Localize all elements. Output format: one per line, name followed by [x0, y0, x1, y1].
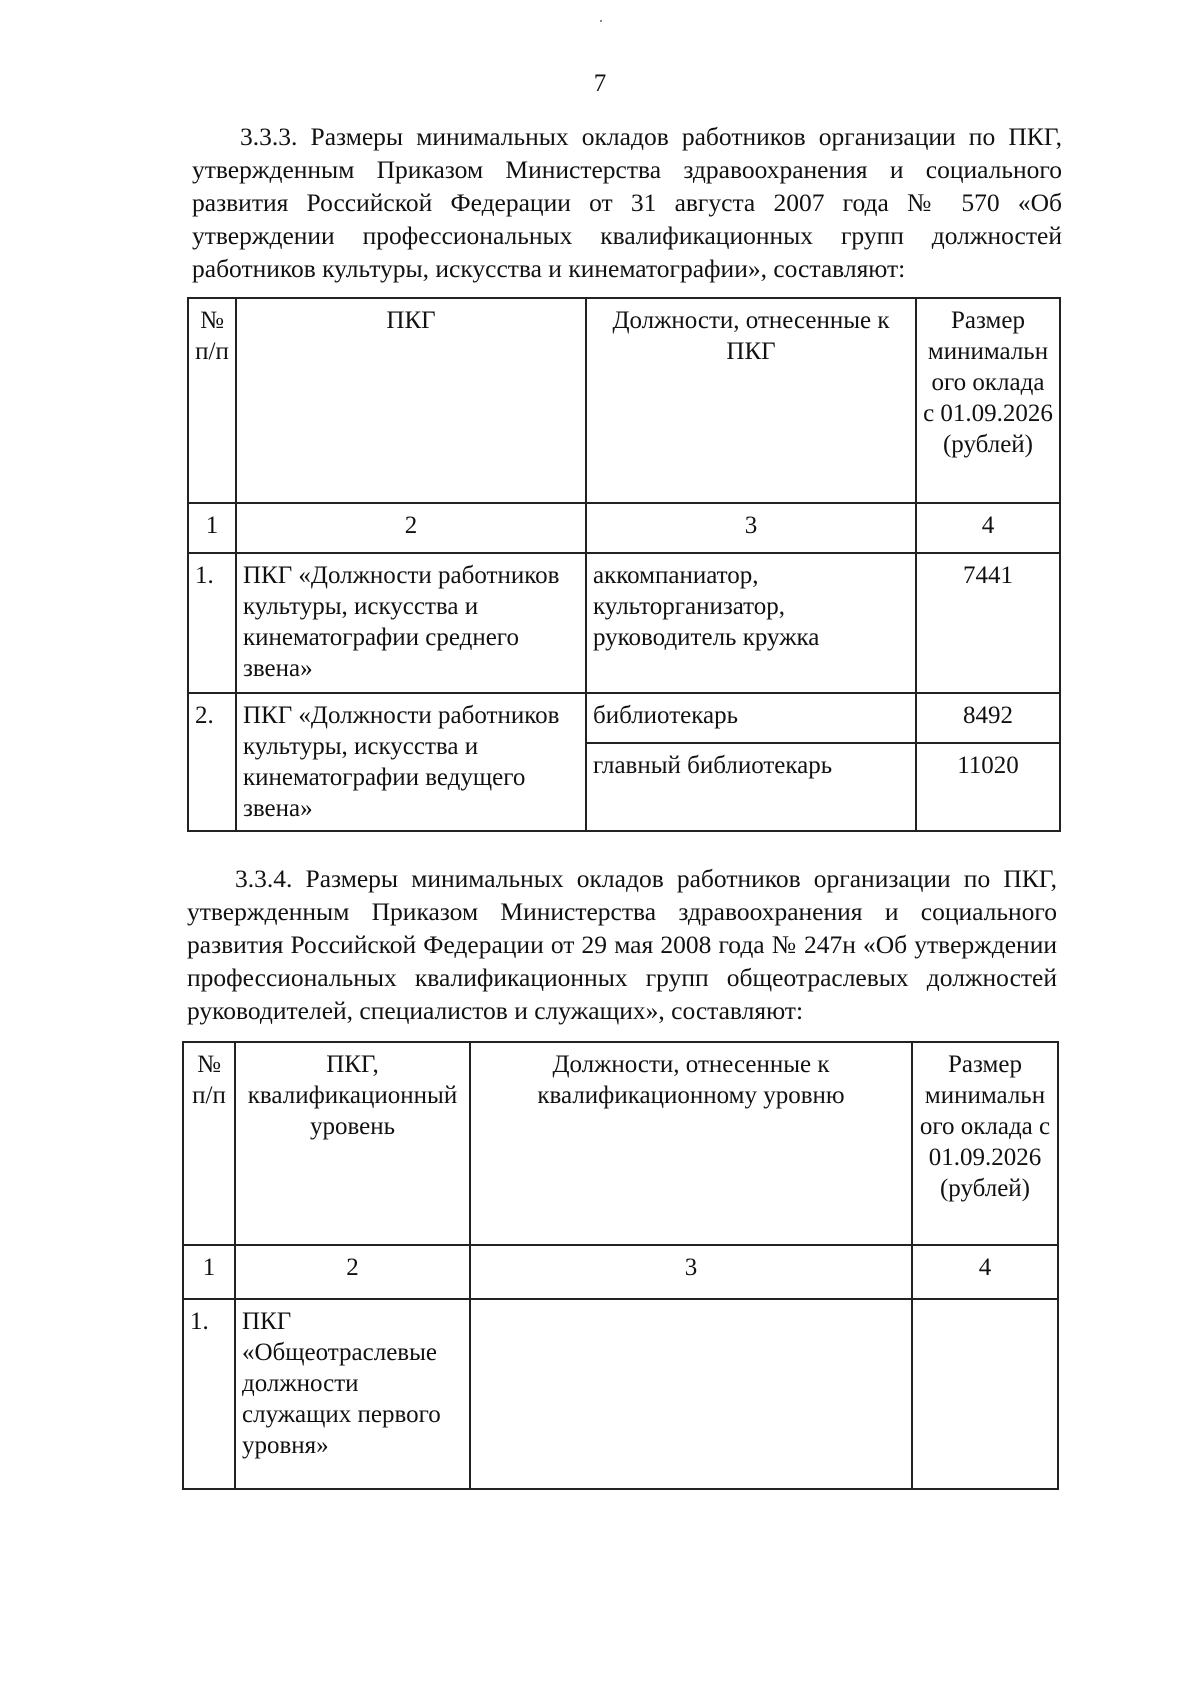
header-positions: Должности, отнесенные к квалификационному уровню [470, 1042, 912, 1245]
row-positions: аккомпаниатор, культорганизатор, руководитель кружка [586, 553, 916, 693]
row-salary: 11020 [916, 743, 1060, 831]
row-position: библиотекарь [586, 693, 916, 743]
column-number-row [183, 1245, 1058, 1299]
row-num: 1. [183, 1299, 235, 1489]
section-3-3-4-paragraph [187, 862, 1057, 1027]
table-row [188, 693, 1060, 743]
header-num: № п/п [183, 1042, 235, 1245]
paragraph-line: профессиональных квалификационных групп общеотраслевых должностей [187, 963, 1057, 992]
header-salary: Размер минимальн ого оклада с 01.09.2026 (рублей) [916, 298, 1060, 503]
header-salary: Размер минимальн ого оклада с 01.09.2026 (рублей) [912, 1042, 1058, 1245]
paragraph-line: утвержденным Приказом Министерства здравоохранения и социального [192, 155, 1062, 184]
row-salary [912, 1299, 1058, 1489]
header-pkg: ПКГ [236, 298, 586, 503]
scan-speck [600, 20, 602, 22]
row-pkg: ПКГ «Должности работников культуры, искусства и кинематографии ведущего звена» [236, 693, 586, 831]
row-position: главный библиотекарь [586, 743, 916, 831]
row-pkg: ПКГ «Общеотраслевые должности служащих первого уровня» [235, 1299, 470, 1489]
column-number: 1 [188, 503, 236, 553]
header-num: № п/п [188, 298, 236, 503]
paragraph-line: 3.3.4. Размеры минимальных окладов работников организации по ПКГ, [235, 864, 1057, 893]
salary-table-culture [187, 297, 1061, 832]
paragraph-line: руководителей, специалистов и служащих», составляют: [187, 996, 804, 1025]
paragraph-line: утвержденным Приказом Министерства здравоохранения и социального [187, 897, 1057, 926]
column-number: 3 [470, 1245, 912, 1299]
table-header-row [188, 298, 1060, 503]
table-header-row [183, 1042, 1058, 1245]
paragraph-line: работников культуры, искусства и кинематографии», составляют: [192, 254, 906, 283]
salary-table-general [182, 1041, 1059, 1490]
column-number: 1 [183, 1245, 235, 1299]
row-num: 1. [188, 553, 236, 693]
page-number: 7 [593, 70, 607, 97]
paragraph-line: развития Российской Федерации от 31 августа 2007 года № 570 «Об [192, 188, 1062, 217]
column-number: 2 [236, 503, 586, 553]
header-pkg: ПКГ, квалификационный уровень [235, 1042, 470, 1245]
column-number: 4 [912, 1245, 1058, 1299]
table-row [188, 553, 1060, 693]
column-number: 4 [916, 503, 1060, 553]
row-num: 2. [188, 693, 236, 831]
column-number-row [188, 503, 1060, 553]
row-positions [470, 1299, 912, 1489]
row-salary: 8492 [916, 693, 1060, 743]
row-pkg: ПКГ «Должности работников культуры, искусства и кинематографии среднего звена» [236, 553, 586, 693]
section-3-3-3-paragraph [192, 120, 1062, 285]
paragraph-line: утверждении профессиональных квалификационных групп должностей [192, 221, 1062, 250]
header-positions: Должности, отнесенные к ПКГ [586, 298, 916, 503]
column-number: 2 [235, 1245, 470, 1299]
paragraph-line: 3.3.3. Размеры минимальных окладов работников организации по ПКГ, [240, 122, 1062, 151]
table-row [183, 1299, 1058, 1489]
column-number: 3 [586, 503, 916, 553]
paragraph-line: развития Российской Федерации от 29 мая 2008 года № 247н «Об утверждении [187, 930, 1057, 959]
row-salary: 7441 [916, 553, 1060, 693]
